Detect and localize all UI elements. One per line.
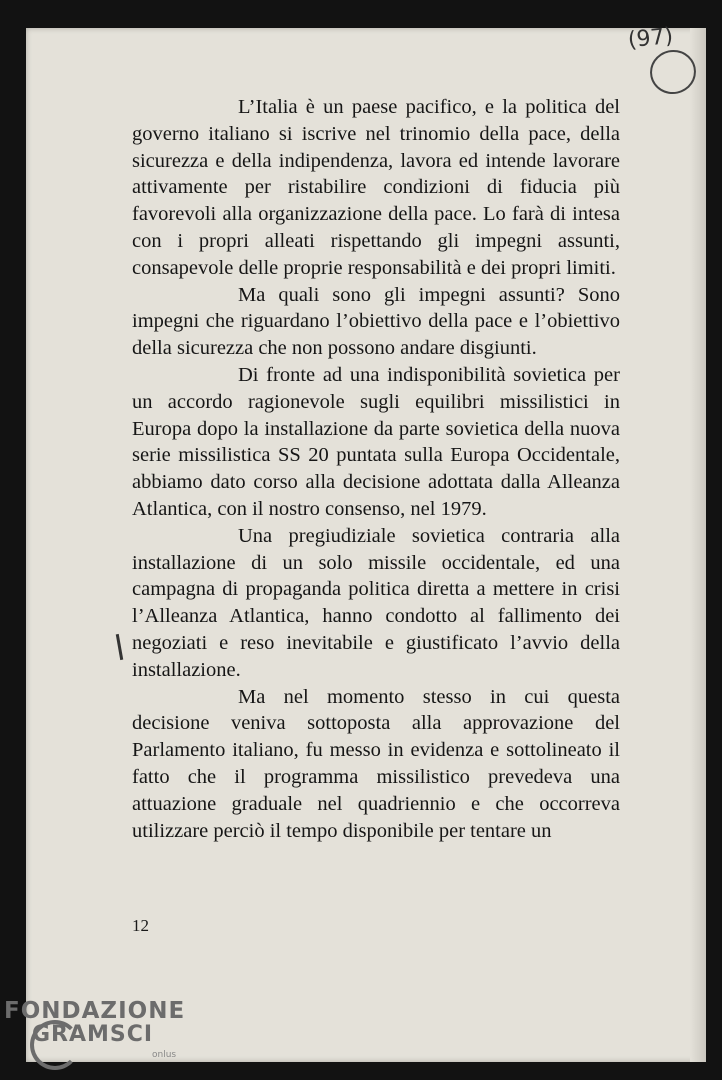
watermark-line-1: FONDAZIONE xyxy=(4,998,186,1024)
fondazione-gramsci-watermark xyxy=(4,998,186,1060)
paragraph-1: L’Italia è un paese pacifico, e la politica del governo italiano si iscrive nel trinomio della pace, della sicurezza e della indipendenza, lavora ed intende lavorare attivamente per ristabilire condizioni di fiducia più favorevoli alla organizzazione della pace. Lo farà di intesa con i propri alleati rispettando gli impegni assunti, consapevole delle proprie responsabilità e dei propri limiti. xyxy=(132,96,620,279)
watermark-line-2: GRAMSCI xyxy=(32,1022,154,1047)
paragraph-5: Ma nel momento stesso in cui questa decisione veniva sottoposta alla approvazione del Parlamento italiano, fu messo in evidenza e sottolineato il fatto che il programma missilistico prevedeva una attuazione graduale nel quadriennio e che occorreva utilizzare perciò il tempo disponibile per tentare un xyxy=(132,685,620,842)
body-text xyxy=(132,94,620,844)
watermark-onlus: onlus xyxy=(152,1050,177,1060)
page-edge xyxy=(690,28,706,1062)
paragraph-2: Ma quali sono gli impegni assunti? Sono impegni che riguardano l’obiettivo della pace e l’obiettivo della sicurezza che non possono andare disgiunti. xyxy=(132,283,620,360)
page-number: 12 xyxy=(132,916,149,935)
paragraph-3: Di fronte ad una indisponibilità sovietica per un accordo ragionevole sugli equilibri missilistici in Europa dopo la installazione da parte sovietica della nuova serie missilistica SS 20 puntata sulla Europa Occidentale, abbiamo dato corso alla decisione adottata dalla Alleanza Atlantica, con il nostro consenso, nel 1979. xyxy=(132,363,620,520)
handwritten-folio-number: (97) xyxy=(626,23,675,54)
paragraph-4: Una pregiudiziale sovietica contraria alla installazione di un solo missile occidentale, ed una campagna di propaganda politica diretta a mettere in crisi l’Alleanza Atlantica, hanno condotto al fallimento dei negoziati e reso inevitabile e giustificato l’avvio della installazione. xyxy=(132,524,620,681)
